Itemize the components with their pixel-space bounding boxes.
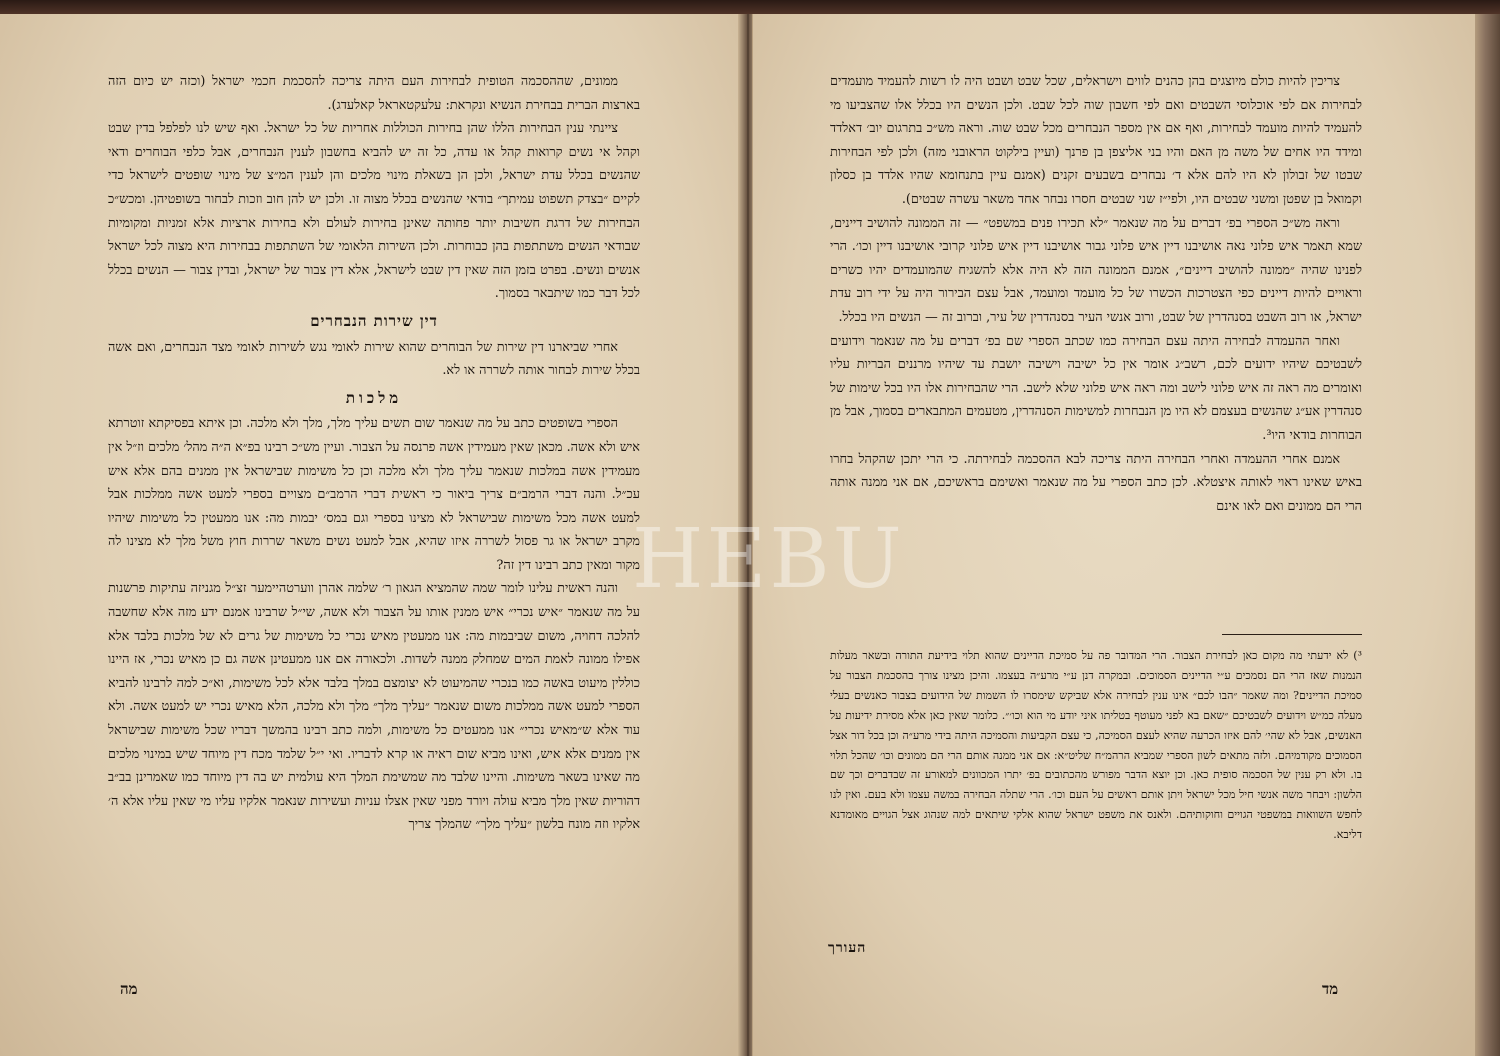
footnote <box>830 646 1362 946</box>
editor-signature: העורך <box>828 940 867 956</box>
paragraph: ואחר ההעמדה לבחירה היתה עצם הבחירה כמו שכתב הספרי שם בפ׳ דברים על מה שנאמר וידועים לשבטיכם שיהיו ידועים לכם, רשב״ג אומר אין כל ישיבה וישיבה יושבת עד שיהיו מרננים הבריות עליו ואומרים מה ראה זה איש פלוני לישב ומה ראה איש פלוני שלא לישב. הרי שהבחירות אלו היו בכל שימות של סנהדרין אע״ג שהנשים בעצמם לא היו מן הנבחרות למשימות הסנהדרין, מטעמים המתבארים בסמוך, אבל מן הבוחרות בודאי היו³. <box>830 333 1362 443</box>
paragraph: והנה ראשית עלינו לומר שמה שהמציא הגאון ר׳ שלמה אהרן ווערטהיימער זצ״ל מגניזה עתיקות פרשנות על מה שנאמר ״איש נכרי״ איש ממנין אותו על הצבור ולא אשה, שי״ל שרבינו אמנם ידע מזה אלא שחשבה להלכה דחויה, משום שביבמות מה: אנו ממעטין מאיש נכרי כל משימות של גרים לא של מלכות בלבד אלא אפילו ממונה לאמת המים שמחלק ממנה לשדות. ולכאורה אם אנו ממעטינן אשה גם כן מאיש נכרי, אז היינו כוללין מיעוט באשה כמו בנכרי שהמיעוט לא יצומצם במלך בלבד אלא לכל משימות, וא״כ למה לרבינו להביא הספרי למעט אשה ממלכות משום שנאמר ״עליך מלך״ מלך ולא מלכה, הלא מאיש נכרי יש למעט אשה. ולא עוד אלא ש״מאיש נכרי״ אנו ממעטים כל משימות, ולמה כתב רבינו בהמשך דבריו שכל משימות שבישראל אין ממנים אלא איש, ואינו מביא שום ראיה או קרא לדבריו. ואי י״ל שלמד מכח דין מיוחד שיש במינוי מלכים מה שאינו בשאר משימות. והיינו שלבד מה שמשימת המלך היא עולמית יש בה דין מיוחד כמו שאמרינן בב״ב דהוריות שאין מלך מביא עולה ויורד מפני שאין אצלו עניות ועשירות שנאמר אלקיו עליו מי שאין עליו אלא ה׳ אלקיו וזה מונח בלשון ״עליך מלך״ שהמלך צריך <box>108 581 640 833</box>
watermark-logo: HEBU <box>632 512 905 607</box>
section-heading: מלכות <box>345 388 403 407</box>
paragraph: אמנם אחרי ההעמדה ואחרי הבחירה היתה צריכה לבא ההסכמה לבחירתה. כי הרי יתכן שהקהל בחרו באיש שאינו ראוי לאותה איצטלא. לכן כתב הספרי על מה שנאמר ואשימם בראשיכם, אם אני ממנה אותה הרי הם ממונים ואם לאו אינם <box>830 451 1362 514</box>
section-heading: דין שירות הנבחרים <box>310 311 438 330</box>
page-number: מד <box>1322 980 1339 998</box>
paragraph: הספרי בשופטים כתב על מה שנאמר שום תשים עליך מלך, מלך ולא מלכה. וכן איתא בפסיקתא זוטרתא איש ולא אשה. מכאן שאין מעמידין אשה פרנסה על הצבור. ועיין מש״כ רבינו בפ״א ה״ה מהל׳ מלכים וז״ל אין מעמידין אשה במלכות שנאמר עליך מלך ולא מלכה וכן כל משימות שבישראל אין ממנים בהם אלא איש עכ״ל. והנה דברי הרמב״ם צריך ביאור כי ראשית דברי הרמב״ם מצויים בספרי למעט אשה ממלכות אבל למעט אשה מכל משימות שבישראל לא מצינו בספרי וגם במס׳ יבמות מה: אנו ממעטין כל משימות שיהיו מקרב ישראל או גר פסול לשררה איזו שהיא, אבל למעט נשים משאר שררות חוץ משל מלך לא מצינו לה מקור ומאין כתב רבינו דין זה? <box>108 416 640 573</box>
paragraph: וראה מש״כ הספרי בפ׳ דברים על מה שנאמר ״לא תכירו פנים במשפט״ — זה הממונה להושיב דיינים, שמא תאמר איש פלוני נאה אושיבנו דיין איש פלוני גבור אושיבנו דיין איש פלוני קרובי אושיבנו דיין וכו׳. הרי לפנינו שהיה ״ממונה להושיב דיינים״, אמנם הממונה הזה לא היה אלא להשגיח שהמועמדים יהיו כשרים וראויים להיות דיינים כפי הצטרכות הכשרו של כל מועמד ומועמד, אבל עצם הבירור היה על ידי רוב עדת ישראל, או רוב השבט בסנהדרין של שבט, ורוב אנשי העיר בסנהדרין של עיר, וברוב זה — הנשים היו בכלל. <box>830 215 1362 325</box>
footnote-divider <box>1222 634 1362 635</box>
paragraph: ממונים, שההסכמה הטופית לבחירות העם היתה צריכה להסכמת חכמי ישראל (וכזה יש כיום הזה בארצות הברית בבחירת הנשיא ונקראת: עלעקטאראל קאלעדג). <box>108 74 640 113</box>
book-spread <box>0 14 1500 1056</box>
paragraph: צריכין להיות כולם מיוצגים בהן כהנים לווים וישראלים, שכל שבט ושבט היה לו רשות להעמיד מועמדים לבחירות אם לפי אוכלוסי השבטים ואם לפי חשבון שוה לכל שבט. ולכן הנשים היו בכלל אלו שהצביעו מי להעמיד להיות מועמד לבחירות, ואף אם אין מספר הנבחרים מכל שבט שוה. וראה מש״כ בתרגום יוב׳ דאלדד ומידד היו אחים של משה מן האם והיו בני אליצפן בן פרנך (ועיין בילקוט הראובני מזה) ולכן לפי הבחירות שבטו של זבולון לא היו להם אלא ד׳ נבחרים בשבעים זקנים (אמנם עיין בתנחומא שהיו אלדד בן כסלון וקמואל בן שפטן ומשני שבטים היו, ולפי״ז שני שבטים חסרו נבחר אחד משאר עשרה שבטים). <box>830 74 1362 207</box>
left-page-text <box>108 70 640 960</box>
paragraph: אחרי שביארנו דין שירות של הבוחרים שהוא שירות לאומי נגש לשירות לאומי מצד הנבחרים, ואם אשה בכלל שירות לבחור אותה לשררה או לא. <box>108 339 640 379</box>
left-page <box>0 14 744 1056</box>
footnote-text: ³) לא ידעתי מה מקום כאן לבחירת הצבור. הרי המדובר פה על סמיכת הדיינים שהוא תלוי בידיעת התורה ובשאר מעלות הנמנות שאז הרי הם נסמכים ע״י הדיינים הסמוכים. ובמקרה דנן ע״י מרע״ה בעצמו. והיכן מצינו צורך בהסכמת הצבור על סמיכת הדיינים? ומה שאמר ״הבו לכם״ אינו ענין לבחירה אלא שביקש שימסרו לו השמות של הידועים בצבור כאנשים בעלי מעלה כמ״ש וידועים לשבטיכם ״שאם בא לפני מעוטף בטליתו איני יודע מי הוא וכו׳״. כלומר שאין כאן אלא מסירת ידיעות על האנשים, אבל לא שהי׳ להם איזו הכרעה שהיא לעצם הסמיכה, כי עצם הקביעות והסמיכה היתה בידי מרע״ה וכן בכל דור אצל הסמוכים מקודמיהם. ולזה מתאים לשון הספרי שמביא הרהמ״ח שליט״א: אם אני ממנה אותם הרי הם ממונים וכו׳ שהכל תלוי בו. ולא רק ענין של הסכמה סופית כאן. וכן יוצא הדבר מפורש מהכתובים בפ׳ יתרו המכוונים למאורע זה שבדברים וכך שם הלשון: ויבחר משה אנשי חיל מכל ישראל ויתן אותם ראשים על העם וכו׳. הרי שתלה הבחירה במשה עצמו ולא בעם. ואין לנו לחפש השוואות במשפטי הגויים וחוקותיהם. ולאנס את משפט ישראל שהוא אלקי שיתאים למה שנהוג אצל הגויים מאומדנא דליבא. <box>830 649 1362 842</box>
right-page-text <box>830 70 1362 610</box>
page-number: מה <box>120 980 138 998</box>
book-page-edge <box>1475 14 1500 1056</box>
paragraph: ציינתי ענין הבחירות הללו שהן בחירות הכוללות אחריות של כל ישראל. ואף שיש לנו לפלפל בדין שבט וקהל אי נשים קרואות קהל או עדה, כל זה יש להביא בחשבון לענין הנבחרים, אבל כלפי הבוחרים ודאי שהנשים בכלל עדת ישראל, ולכן הן בשאלת מינוי מלכים והן לענין המ״צ של מינוי שופטים לישראל כדי לקיים ״בצדק תשפוט עמיתך״ בודאי שהנשים בכלל מצוה זו. ולכן יש להן חוב וזכות לבחור בשופטיהן. ומכש״כ הבחירות של דרגת חשיבות יותר פחותה שאינן בחירות לעולם ולא בחירות ארציות אלא זמניות ומקומיות שבודאי הנשים משתתפות בהן כבוחרות. ולכן השירות הלאומי של השתתפות בבחירות היא מצוה לכל ישראל אנשים ונשים. בפרט בזמן הזה שאין דין שבט לישראל, אלא דין צבור של ישראל, ובדין צבור — הנשים בכלל לכל דבר כמו שיתבאר בסמוך. <box>108 121 640 302</box>
